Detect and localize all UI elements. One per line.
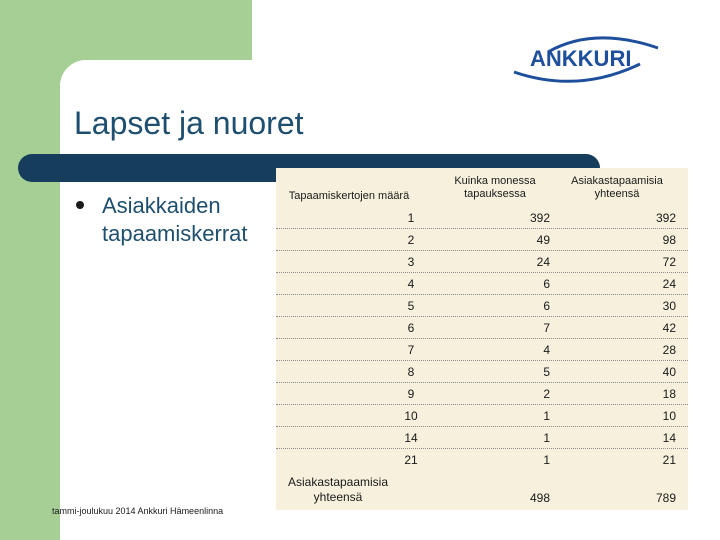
cell-cases: 24: [536, 255, 550, 269]
table-row: [276, 361, 688, 381]
row-divider: [276, 250, 688, 251]
cell-total-meetings: 18: [662, 387, 676, 401]
cell-cases: 6: [543, 299, 550, 313]
row-divider: [276, 448, 688, 449]
header-cases: Kuinka monessa tapauksessa: [454, 175, 536, 200]
cell-total-meetings: 30: [662, 299, 676, 313]
total-meetings: 789: [655, 491, 676, 505]
cell-meeting-count: 21: [404, 453, 418, 467]
cell-meeting-count: 4: [407, 277, 415, 291]
cell-total-meetings: 72: [662, 255, 676, 269]
table-row: [276, 317, 688, 337]
footer-text: tammi-joulukuu 2014 Ankkuri Hämeenlinna: [52, 506, 224, 516]
cell-total-meetings: 10: [662, 409, 676, 423]
row-divider: [276, 294, 688, 295]
row-divider: [276, 382, 688, 383]
row-divider: [276, 228, 688, 229]
row-divider: [276, 404, 688, 405]
cell-total-meetings: 24: [662, 277, 676, 291]
row-divider: [276, 316, 688, 317]
row-divider: [276, 272, 688, 273]
cell-total-meetings: 14: [662, 431, 676, 445]
table-row: [276, 339, 688, 359]
bullet-text: Asiakkaiden tapaamiskerrat: [102, 193, 248, 246]
cell-cases: 1: [543, 453, 550, 467]
cell-meeting-count: 6: [407, 321, 415, 335]
cell-total-meetings: 98: [662, 233, 676, 247]
table-row: [276, 207, 688, 227]
row-divider: [276, 338, 688, 339]
cell-meeting-count: 2: [407, 233, 415, 247]
cell-total-meetings: 40: [662, 365, 676, 379]
total-cases: 498: [529, 491, 550, 505]
cell-meeting-count: 5: [407, 299, 415, 313]
cell-cases: 392: [529, 211, 550, 225]
cell-cases: 1: [543, 431, 550, 445]
table-row: [276, 229, 688, 249]
cell-meeting-count: 3: [407, 255, 415, 269]
cell-cases: 6: [543, 277, 550, 291]
cell-cases: 7: [543, 321, 550, 335]
table-row: [276, 295, 688, 315]
cell-total-meetings: 21: [662, 453, 676, 467]
total-label: Asiakastapaamisia yhteensä: [287, 475, 389, 504]
page-title: Lapset ja nuoret: [74, 105, 304, 141]
ankkuri-logo: [508, 30, 668, 90]
bullet-dot: [76, 201, 84, 209]
cell-cases: 4: [543, 343, 550, 357]
row-divider: [276, 426, 688, 427]
table-row: [276, 405, 688, 425]
table-row: [276, 383, 688, 403]
cell-meeting-count: 7: [407, 343, 415, 357]
cell-total-meetings: 42: [662, 321, 676, 335]
logo-text: ANKKURI: [530, 46, 632, 71]
header-meeting-count: Tapaamiskertojen määrä: [288, 190, 410, 202]
cell-meeting-count: 9: [407, 387, 415, 401]
cell-cases: 2: [543, 387, 550, 401]
table-row: [276, 449, 688, 469]
cell-cases: 49: [536, 233, 550, 247]
table-row: [276, 427, 688, 447]
cell-meeting-count: 10: [404, 409, 418, 423]
cell-total-meetings: 28: [662, 343, 676, 357]
cell-meeting-count: 1: [407, 211, 415, 225]
table-row: [276, 251, 688, 271]
header-total-meetings: Asiakastapaamisia yhteensä: [571, 175, 663, 200]
row-divider: [276, 360, 688, 361]
cell-cases: 1: [543, 409, 550, 423]
cell-total-meetings: 392: [655, 211, 676, 225]
cell-meeting-count: 8: [407, 365, 415, 379]
cell-cases: 5: [543, 365, 550, 379]
table-row: [276, 273, 688, 293]
cell-meeting-count: 14: [404, 431, 418, 445]
